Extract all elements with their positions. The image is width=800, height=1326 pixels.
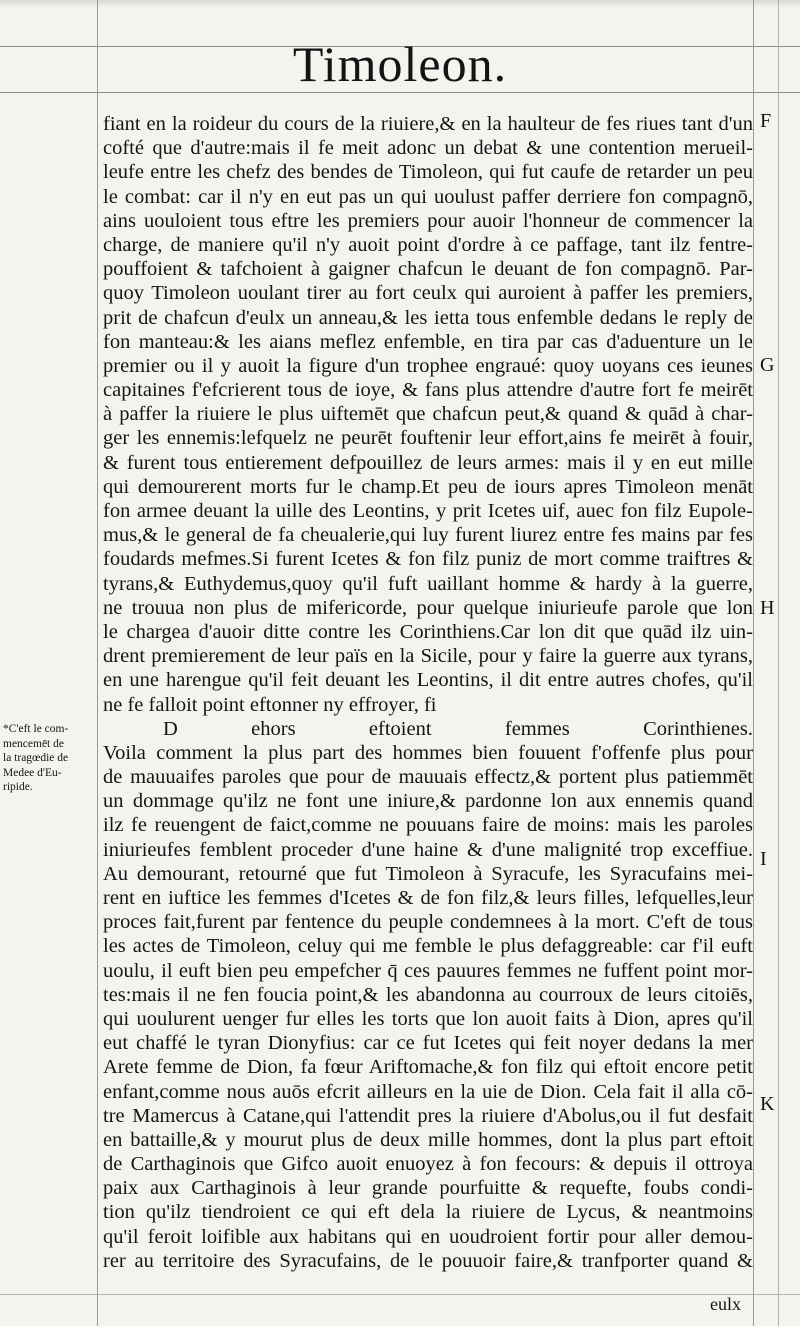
verse-line: D ehors eftoient femmes Corinthienes. [163,717,753,740]
text-line: à paffer la riuiere le plus uiftemēt que chafcun peut,& quand & quād à char- [103,403,753,426]
text-line: rent en iuftice les femmes d'Icetes & de fon filz,& leurs filles, lefquelles,leur [103,887,753,909]
text-line: cofté que d'autre:mais il fe meit adonc un debat & une contention merueil- [103,137,753,160]
text-line: qu'il feroit loifible aux habitans qui en uoudroient fortir pour aller demou- [103,1225,753,1248]
text-line: rer au territoire des Syracufains, de le pouuoir faire,& tranfporter quand & [103,1249,753,1272]
text-line: fon manteau:& les aians meflez enfemble, en tira par cas d'aduenture un le [103,330,753,353]
margin-note-line: *C'eft le com- [3,723,69,735]
text-line: uoulu, il euft bien peu empefcher q̄ ces pauures femmes ne fuffent point mor- [103,959,753,982]
body-text [103,112,753,1273]
text-line: eut chaffé le tyran Dionyfius: car ce fut Icetes qui feit noyer dedans la mer [103,1032,753,1055]
section-letter-g: G [760,354,775,376]
text-block-1 [103,112,753,717]
text-line: les actes de Timoleon, celuy qui me femble le plus defaggreable: car f'il euft [103,935,753,958]
text-line: drent premierement de leur païs en la Sicile, pour y faire la guerre aux tyrans, [103,645,753,668]
text-line: fiant en la roideur du cours de la riuiere,& en la haulteur de fes riues tant d'un [103,113,753,135]
text-line: mus,& le general de fa cheualerie,qui luy furent liurez entre fes mains par fes [103,524,753,547]
text-line: de mauuaifes paroles que pour de mauuais effectz,& portent plus patiemmēt [103,766,753,789]
text-line: Voila comment la plus part des hommes bien fouuent f'offenfe plus pour [103,741,753,764]
page-top-edge [0,0,800,8]
text-line: Au demourant, retourné que fut Timoleon à Syracufe, les Syracufains mei- [103,862,753,885]
text-line: tyrans,& Euthydemus,quoy qu'il fuft uaillant homme & hardy à la guerre, [103,572,753,595]
left-margin-rule [97,0,98,1326]
text-line: premier ou il y auoit la figure d'un trophee engraué: quoy uoyans ces ieunes [103,354,753,377]
text-line: proces fait,furent par fentence du peuple condemnees à la mort. C'eft de tous [103,911,753,934]
bottom-border-line [0,1294,800,1295]
text-line: le combat: car il n'y en eut pas un qui uoulust paffer derriere fon compagnō, [103,185,753,208]
text-line: foudards mefmes.Si furent Icetes & fon filz puniz de mort comme traiftres & [103,548,753,571]
text-block-2 [103,741,753,1273]
text-line: de Carthaginois que Gifco auoit enuoyez à fon fecours: & depuis il ottroya [103,1153,753,1176]
section-letter-h: H [760,597,775,619]
text-line: qui uoulurent uenger fur elles les torts que lon auoit faits à Dion, apres qu'il [103,1007,753,1030]
text-line: en une harengue qu'il feit deuant les Leontins, il dit entre autres chofes, qu'il [103,669,753,692]
margin-note-line: Medee d'Eu- [3,766,62,779]
text-line: un dommage qu'ilz ne font une iniure,& pardonne lon aux ennemis quand [103,790,753,813]
text-line: ger les ennemis:lefquelz ne peurēt fouftenir leur effort,ains fe meirēt à fouir, [103,427,753,450]
section-letter-f: F [760,110,772,132]
catchword: eulx [710,1294,741,1314]
page-edge-rule [778,0,779,1326]
page-title: Timoleon. [292,36,508,92]
right-margin-rule [753,0,754,1326]
text-line: ilz fe reuengent de faict,comme ne pouuans faire de moins: mais les paroles [103,814,753,837]
text-line: prit de chafcun d'eulx un anneau,& les ietta tous enfemble dedans le reply de [103,306,753,329]
text-line: & furent tous entierement defpouillez de leurs armes: mais il y en eut mille [103,451,753,474]
text-line: capitaines f'efcrierent tous de ioye, & fans plus attendre d'autre fort fe meirēt [103,379,753,402]
text-line: iniurieufes femblent proceder d'une haine & d'une malignité trop exceffiue. [103,838,753,861]
text-line: enfant,comme nous auōs efcrit ailleurs en la uie de Dion. Cela fait il alla cō- [103,1080,753,1103]
text-line: leufe entre les chefz des bendes de Timoleon, qui fut caufe de retarder un peu [103,161,753,184]
text-line: tion qu'ilz tiendroient ce qui eft dela la riuiere de Lycus, & neantmoins [103,1201,753,1224]
text-line: paix aux Carthaginois à leur grande pourfuitte & requefte, foubs condi- [103,1177,753,1200]
text-line: ne fe falloit point eftonner ny effroyer, fi [103,693,437,716]
text-line: le chargea d'auoir ditte contre les Corinthiens.Car lon dit que quād ilz uin- [103,620,753,643]
text-line: en battaille,& y mourut plus de deux mille hommes, dont la plus part eftoit [103,1128,753,1151]
text-line: fon armee deuant la uille des Leontins, y prit Icetes uif, auec fon filz Eupole- [103,500,753,522]
text-line: ains uouloient tous eftre les premiers pour auoir l'honneur de commencer la [103,209,753,232]
text-line: pouffoient & tafchoient à gaigner chafcun le deuant de fon compagnō. Par- [103,258,753,281]
text-line: tre Mamercus à Catane,qui l'attendit pres la riuiere d'Abolus,ou il fut desfait [103,1104,753,1127]
text-line: qui demourerent morts fur le champ.Et peu de iours apres Timoleon menāt [103,475,753,498]
margin-note-line: la tragœdie de [3,752,69,764]
margin-note [3,722,95,795]
text-line: quoy Timoleon uoulant tirer au fort ceulx qui auroient à paffer les premiers, [103,282,753,305]
margin-note-line: mencemēt de [3,737,64,750]
text-line: tes:mais il ne fen foucia point,& les abandonna au courroux de leurs citoiēs, [103,983,753,1006]
text-line: charge, de maniere qu'il n'y auoit point d'ordre à ce paffage, tant ilz fentre- [103,233,753,256]
text-line: Arete femme de Dion, fa fœur Ariftomache,& fon filz qui eftoit encore petit [103,1056,753,1079]
section-letter-i: I [760,848,767,870]
margin-note-line: ripide. [3,781,33,793]
text-line: ne trouua non plus de mifericorde, pour quelque iniurieufe parole que lon [103,596,753,619]
section-letter-k: K [760,1093,775,1115]
